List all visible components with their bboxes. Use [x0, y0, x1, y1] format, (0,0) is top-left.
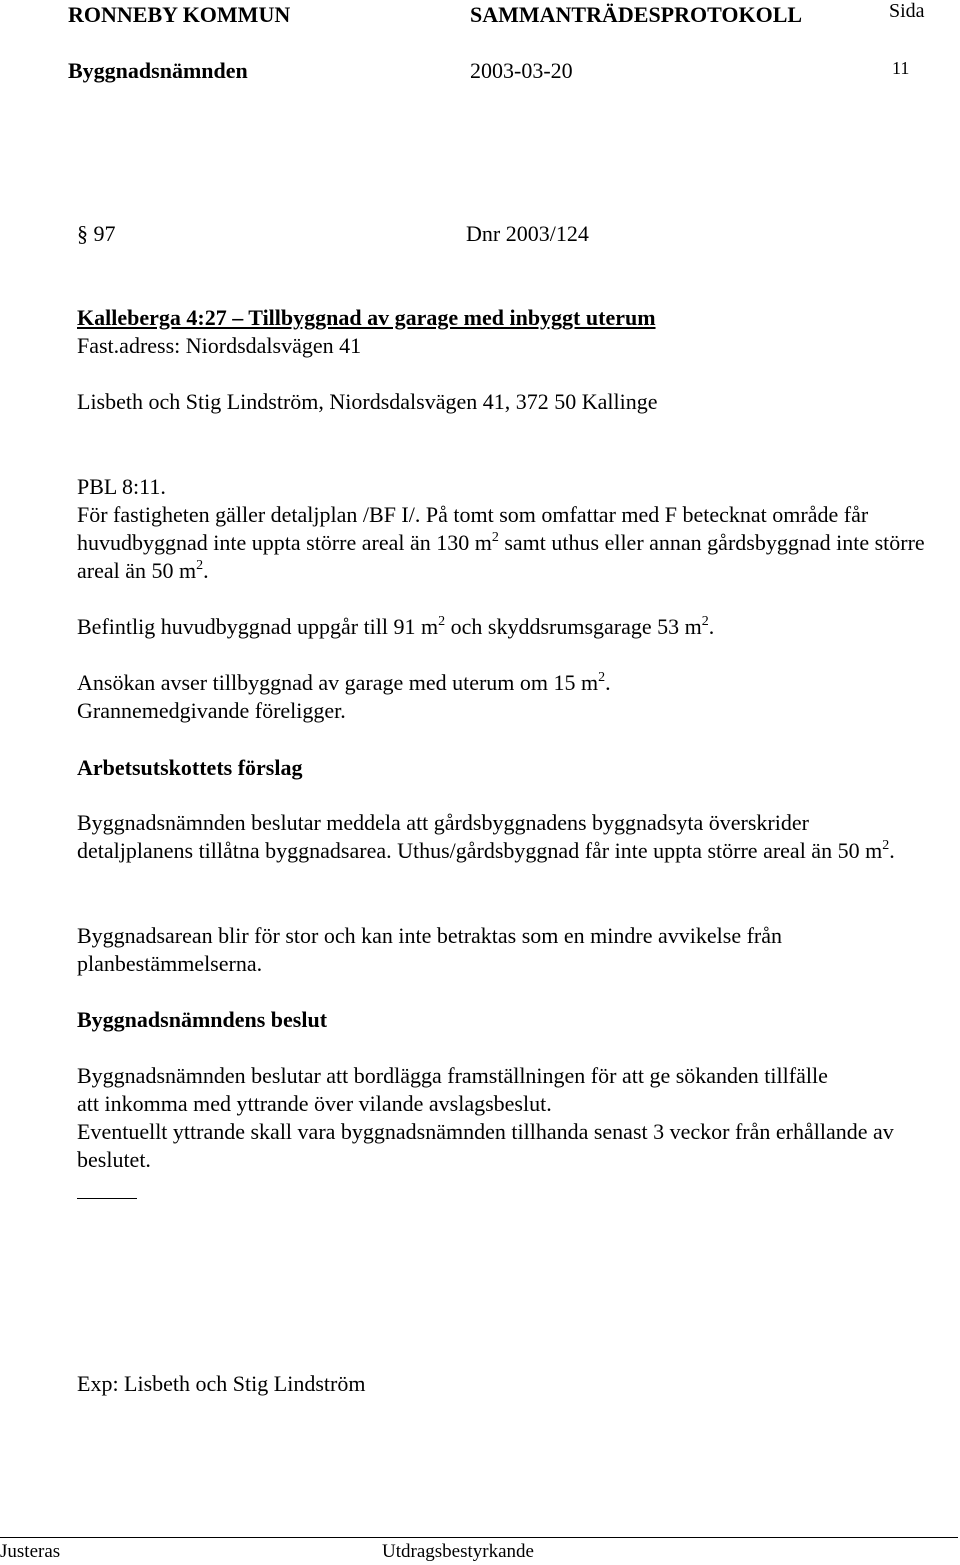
footer-justeras: Justeras	[0, 1541, 61, 1562]
case-block	[77, 304, 957, 360]
municipality-name: RONNEBY KOMMUN	[68, 2, 291, 27]
application-paragraph: Ansökan avser tillbyggnad av garage med uterum om 15 $m^2$. Grannemedgivande föreligger.	[77, 669, 957, 725]
distribution: Exp: Lisbeth och Stig Lindström	[77, 1371, 366, 1396]
property-address: Fast.adress: Niordsdalsvägen 41	[77, 333, 362, 358]
paragraph-sign: §	[77, 221, 88, 246]
committee-name: Byggnadsnämnden	[68, 58, 248, 83]
section-number-value: 97	[93, 221, 116, 246]
plan-paragraph: För fastigheten gäller detaljplan /BF I/. På tomt som omfattar med F betecknat område får huvudbyggnad inte uppta större areal än 130 $m^2$ samt uthus eller annan gårdsbyggnad inte större areal än 50 $m^2$.	[77, 502, 925, 583]
neighbour-consent: Grannemedgivande föreligger.	[77, 698, 346, 723]
decision-heading: Byggnadsnämndens beslut	[77, 1007, 328, 1032]
footer-certificate: Utdragsbestyrkande	[382, 1541, 534, 1562]
proposal-assessment: Byggnadsarean blir för stor och kan inte betraktas som en mindre avvikelse från planbestämmelserna.	[77, 923, 782, 976]
decision-deadline: Eventuellt yttrande skall vara byggnadsnämnden tillhanda senast 3 veckor från erhållande av beslutet.	[77, 1119, 894, 1172]
section-number	[77, 220, 116, 248]
meeting-date: 2003-03-20	[470, 58, 573, 83]
proposal-paragraph: Byggnadsnämnden beslutar meddela att gårdsbyggnadens byggnadsyta överskrider detaljplanens tillåtna byggnadsarea. Uthus/gårdsbyggnad får inte uppta större areal än 50 $m^2$.	[77, 810, 895, 863]
section-end-rule	[77, 1198, 137, 1199]
decision-paragraph: Byggnadsnämnden beslutar att bordlägga framställningen för att ge sökanden tillfälle att inkomma med yttrande över vilande avslagsbeslut.	[77, 1063, 828, 1116]
page-label: Sida	[889, 0, 925, 22]
applicant: Lisbeth och Stig Lindström, Niordsdalsvägen 41, 372 50 Kallinge	[77, 389, 658, 414]
document-type: SAMMANTRÄDESPROTOKOLL	[470, 2, 803, 27]
footer-rule	[0, 1537, 958, 1538]
proposal-heading: Arbetsutskottets förslag	[77, 755, 303, 780]
existing-buildings-paragraph: Befintlig huvudbyggnad uppgår till 91 $m^2$ och skyddsrumsgarage 53 $m^2$.	[77, 614, 715, 639]
page-number: 11	[892, 58, 910, 78]
case-title: Kalleberga 4:27 – Tillbyggnad av garage med inbyggt uterum	[77, 305, 656, 330]
pbl-reference: PBL 8:11.	[77, 474, 166, 499]
dnr: Dnr 2003/124	[466, 221, 589, 246]
